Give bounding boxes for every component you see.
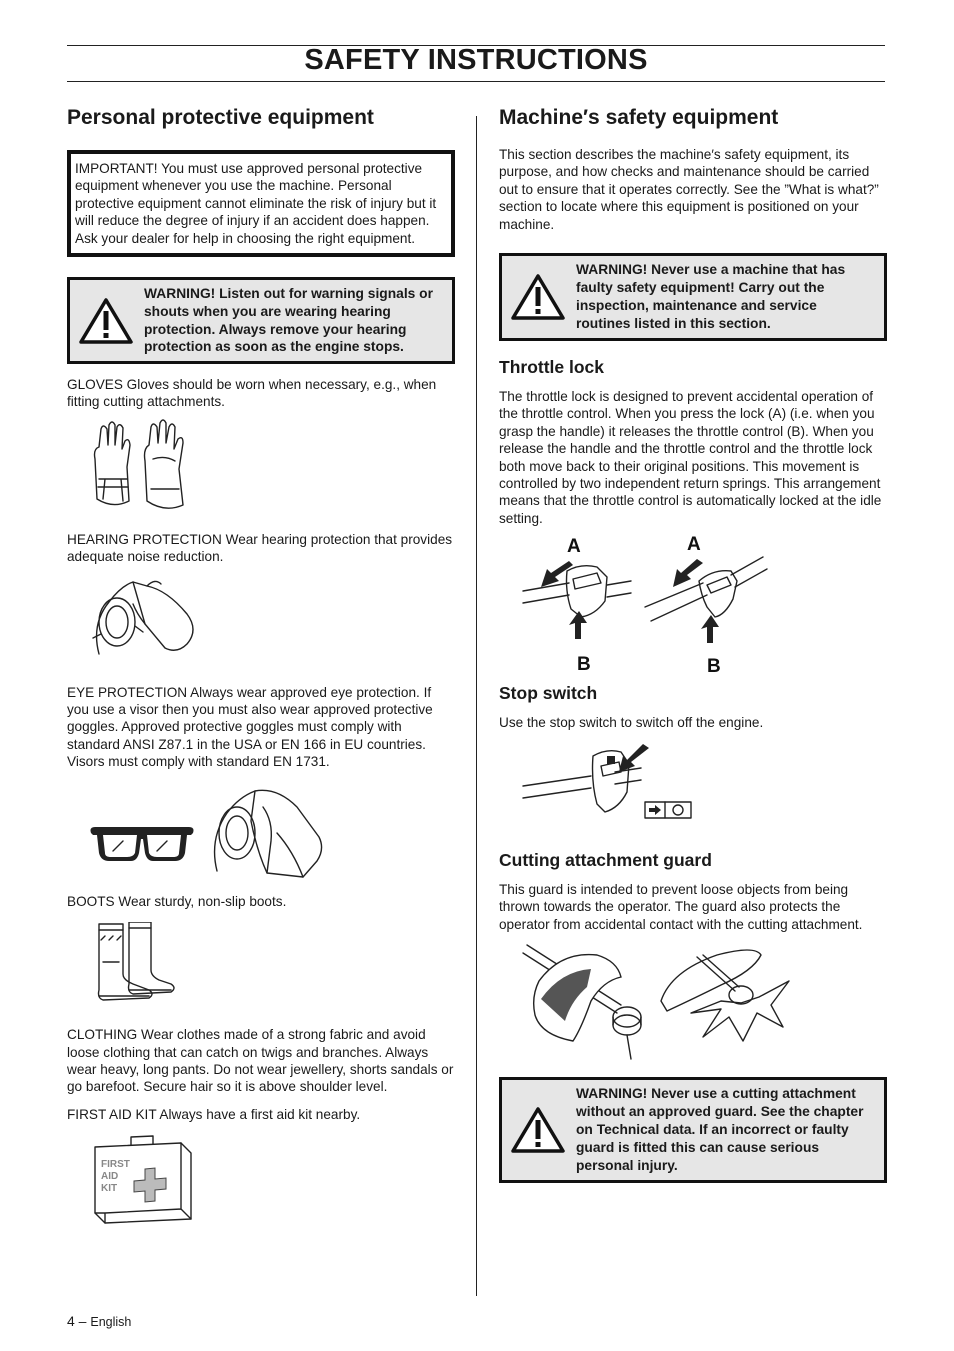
hearing-protection-illustration <box>87 574 207 666</box>
warning-text: WARNING! Never use a machine that has faulty safety equipment! Carry out the inspection, maintenance and service routines listed in this section. <box>576 262 846 331</box>
right-column <box>499 106 887 1183</box>
machine-safety-intro: This section describes the machine′s safety equipment, its purpose, and how checks and maintenance should be carried out to ensure that it operates correctly. See the ”What is what?” section to locate where this equipment is positioned on your machine. <box>499 147 879 232</box>
page-title: SAFETY INSTRUCTIONS <box>304 44 648 76</box>
visor-with-earmuffs-illustration <box>207 781 332 881</box>
stop-switch-text: Use the stop switch to switch off the engine. <box>499 715 764 731</box>
first-aid-text: FIRST AID KIT Always have a first aid kit nearby. <box>67 1106 361 1122</box>
stop-switch-illustration <box>521 742 721 832</box>
label-b-right: B <box>707 656 721 678</box>
warning-triangle-icon <box>508 273 568 321</box>
first-aid-label-1: FIRST <box>101 1159 130 1171</box>
eye-protection-illustrations <box>87 781 455 881</box>
header-rule-bottom <box>67 81 885 82</box>
first-aid-label-2: AID <box>101 1171 119 1183</box>
left-column <box>67 106 455 1228</box>
goggles-illustration <box>87 813 197 873</box>
subheading-throttle-lock: Throttle lock <box>499 357 605 378</box>
subheading-cutting-guard: Cutting attachment guard <box>499 849 712 870</box>
gloves-text: GLOVES Gloves should be worn when necessary, e.g., when fitting cutting attachments. <box>67 377 437 410</box>
label-b-left: B <box>577 654 591 676</box>
warning-text: WARNING! Never use a cutting attachment without an approved guard. See the chapter on Technical data. If an incorrect or faulty guard is fitted this can cause serious personal injury. <box>576 1086 864 1173</box>
section-heading-ppe: Personal protective equipment <box>67 106 374 129</box>
warning-triangle-icon <box>508 1106 568 1154</box>
gloves-illustration <box>87 419 207 514</box>
column-divider <box>476 116 477 1296</box>
throttle-lock-illustration <box>521 531 781 681</box>
cutting-guard-text: This guard is intended to prevent loose objects from being thrown towards the operator. The guard also protects the operator from accidental contact with the cutting attachment. <box>499 881 863 932</box>
warning-box-cutting-guard <box>499 1077 887 1183</box>
boots-illustration <box>93 922 183 1007</box>
warning-box-faulty-equipment <box>499 253 887 341</box>
boots-text: BOOTS Wear sturdy, non-slip boots. <box>67 893 287 909</box>
subheading-stop-switch: Stop switch <box>499 683 598 704</box>
hearing-text: HEARING PROTECTION Wear hearing protection that provides adequate noise reduction. <box>67 531 453 565</box>
first-aid-label-3: KIT <box>101 1183 118 1195</box>
eye-text: EYE PROTECTION Always wear approved eye protection. If you use a visor then you must also wear approved protective goggles. Approved protective goggles must comply with standard ANSI Z87.1 in the USA or EN 166 in EU countries. Visors must comply with standard EN 1731. <box>67 684 433 770</box>
warning-triangle-icon <box>76 297 136 345</box>
footer-language: English <box>90 1315 132 1329</box>
section-heading-machine-safety: Machine′s safety equipment <box>499 106 779 129</box>
clothing-text: CLOTHING Wear clothes made of a strong fabric and avoid loose clothing that can catch on twigs and branches. Always wear heavy, long pants. Do not wear jewellery, shorts sandals or go barefoot. Secure hair so it is above shoulder level. <box>67 1027 454 1095</box>
cutting-guard-illustration <box>521 941 801 1061</box>
page-footer <box>67 1313 131 1329</box>
label-a-left: A <box>567 536 581 558</box>
label-a-right: A <box>687 534 701 556</box>
throttle-lock-text: The throttle lock is designed to prevent accidental operation of the throttle control. When you press the lock (A) (i.e. when you grasp the handle) it releases the throttle control (B). When you release the handle and the throttle control and the throttle lock both move back to their original positions. This movement is controlled by two independent return springs. This arrangement means that the throttle control is automatically locked at the idle setting. <box>499 389 882 526</box>
warning-text: WARNING! Listen out for warning signals or shouts when you are wearing hearing protection. Always remove your hearing protection as soon as the engine stops. <box>144 285 433 355</box>
important-text: IMPORTANT! You must use approved personal protective equipment whenever you use the machine. Personal protective equipment cannot eliminate the risk of injury but it will reduce the degree of injury if an accident does happen. Ask your dealer for help in choosing the right equipment. <box>75 161 437 246</box>
warning-box-hearing <box>67 277 455 364</box>
first-aid-kit-illustration <box>91 1133 201 1228</box>
important-notice <box>67 150 455 257</box>
page-number: 4 – <box>67 1313 87 1329</box>
